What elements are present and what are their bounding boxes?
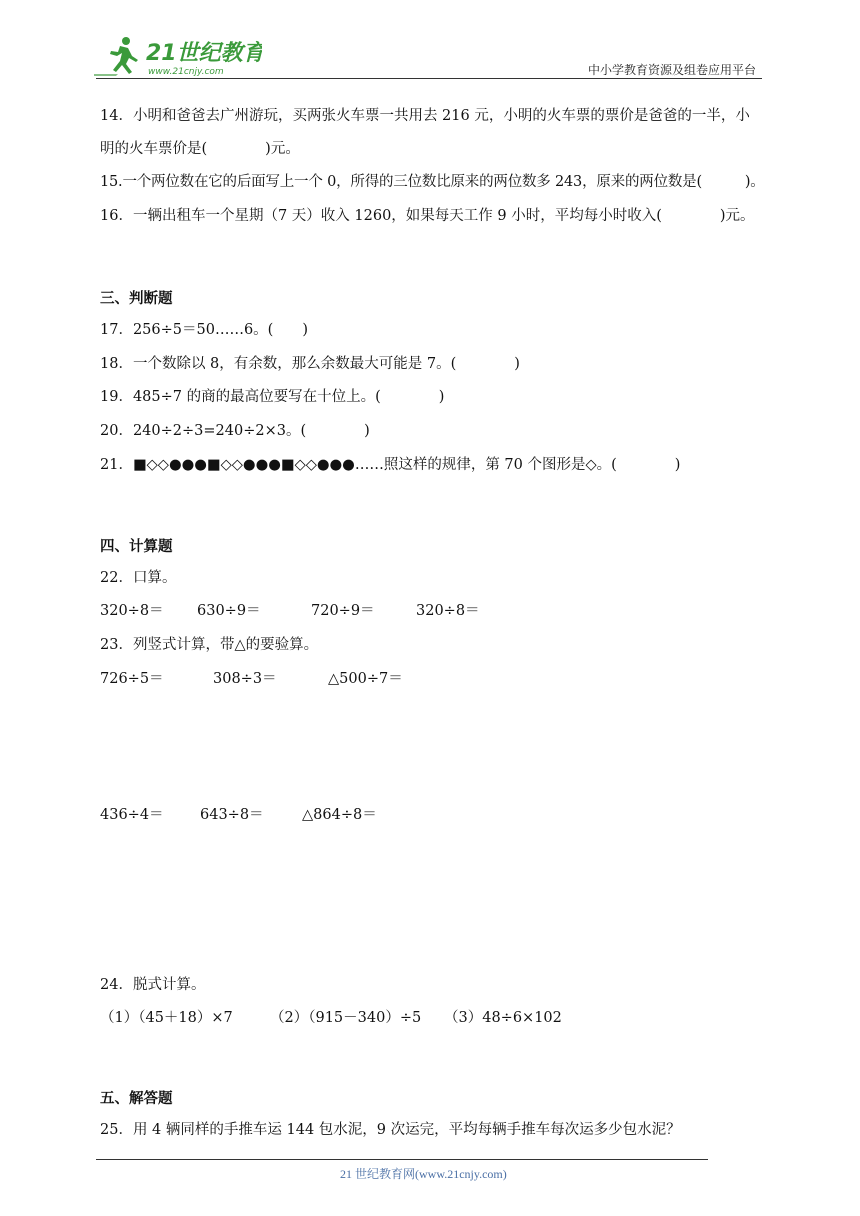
header-platform-text: 中小学教育资源及组卷应用平台 bbox=[587, 63, 756, 77]
question-14-line-2: 明的火车票价是( )元。 bbox=[100, 141, 300, 157]
section-3-title: 三、判断题 bbox=[100, 291, 173, 307]
q23-row1-item-2: 308÷3＝ bbox=[213, 671, 277, 687]
section-4-title: 四、计算题 bbox=[100, 539, 173, 555]
q23-row2-item-1: 436÷4＝ bbox=[100, 807, 164, 823]
q23-row2-item-2: 643÷8＝ bbox=[200, 807, 264, 823]
svg-text:21世纪教育: 21世纪教育 bbox=[146, 41, 262, 66]
question-21: 21．■◇◇●●●■◇◇●●●■◇◇●●●……照这样的规律，第 70 个图形是◇。( ) bbox=[100, 457, 681, 473]
question-18: 18．一个数除以 8，有余数，那么余数最大可能是 7。( ) bbox=[100, 356, 520, 372]
question-16: 16．一辆出租车一个星期（7 天）收入 1260，如果每天工作 9 小时，平均每小时收入( )元。 bbox=[100, 208, 755, 224]
question-20: 20．240÷2÷3=240÷2×3。( ) bbox=[100, 423, 370, 439]
q24-item-1: （1）（45＋18）×7 bbox=[100, 1010, 233, 1026]
question-19: 19．485÷7 的商的最高位要写在十位上。( ) bbox=[100, 389, 445, 405]
header-divider bbox=[96, 78, 762, 79]
q22-item-1: 320÷8＝ bbox=[100, 603, 164, 619]
svg-text:www.21cnjy.com: www.21cnjy.com bbox=[148, 67, 224, 77]
question-25: 25．用 4 辆同样的手推车运 144 包水泥，9 次运完，平均每辆手推车每次运多少包水泥？ bbox=[100, 1122, 681, 1138]
footer-divider bbox=[96, 1159, 708, 1160]
section-5-title: 五、解答题 bbox=[100, 1091, 173, 1107]
q22-item-2: 630÷9＝ bbox=[197, 603, 261, 619]
footer-link[interactable]: 21 世纪教育网(www.21cnjy.com) bbox=[340, 1167, 507, 1181]
question-17: 17．256÷5＝50……6。( ) bbox=[100, 322, 308, 338]
q23-row2-item-3: △864÷8＝ bbox=[302, 807, 377, 823]
question-22: 22．口算。 bbox=[100, 570, 177, 586]
site-logo bbox=[92, 34, 262, 78]
question-14-line-1: 14．小明和爸爸去广州游玩，买两张火车票一共用去 216 元，小明的火车票的票价是爸爸的一半，小 bbox=[100, 108, 750, 124]
q24-item-3: （3）48÷6×102 bbox=[444, 1010, 562, 1026]
q23-row1-item-1: 726÷5＝ bbox=[100, 671, 164, 687]
q24-item-2: （2）（915－340）÷5 bbox=[270, 1010, 422, 1026]
question-15: 15.一个两位数在它的后面写上一个 0，所得的三位数比原来的两位数多 243，原来的两位数是( )。 bbox=[100, 174, 765, 190]
question-23: 23．列竖式计算，带△的要验算。 bbox=[100, 637, 319, 653]
q22-item-3: 720÷9＝ bbox=[311, 603, 375, 619]
q23-row1-item-3: △500÷7＝ bbox=[328, 671, 403, 687]
q22-item-4: 320÷8＝ bbox=[416, 603, 480, 619]
question-24: 24．脱式计算。 bbox=[100, 977, 206, 993]
